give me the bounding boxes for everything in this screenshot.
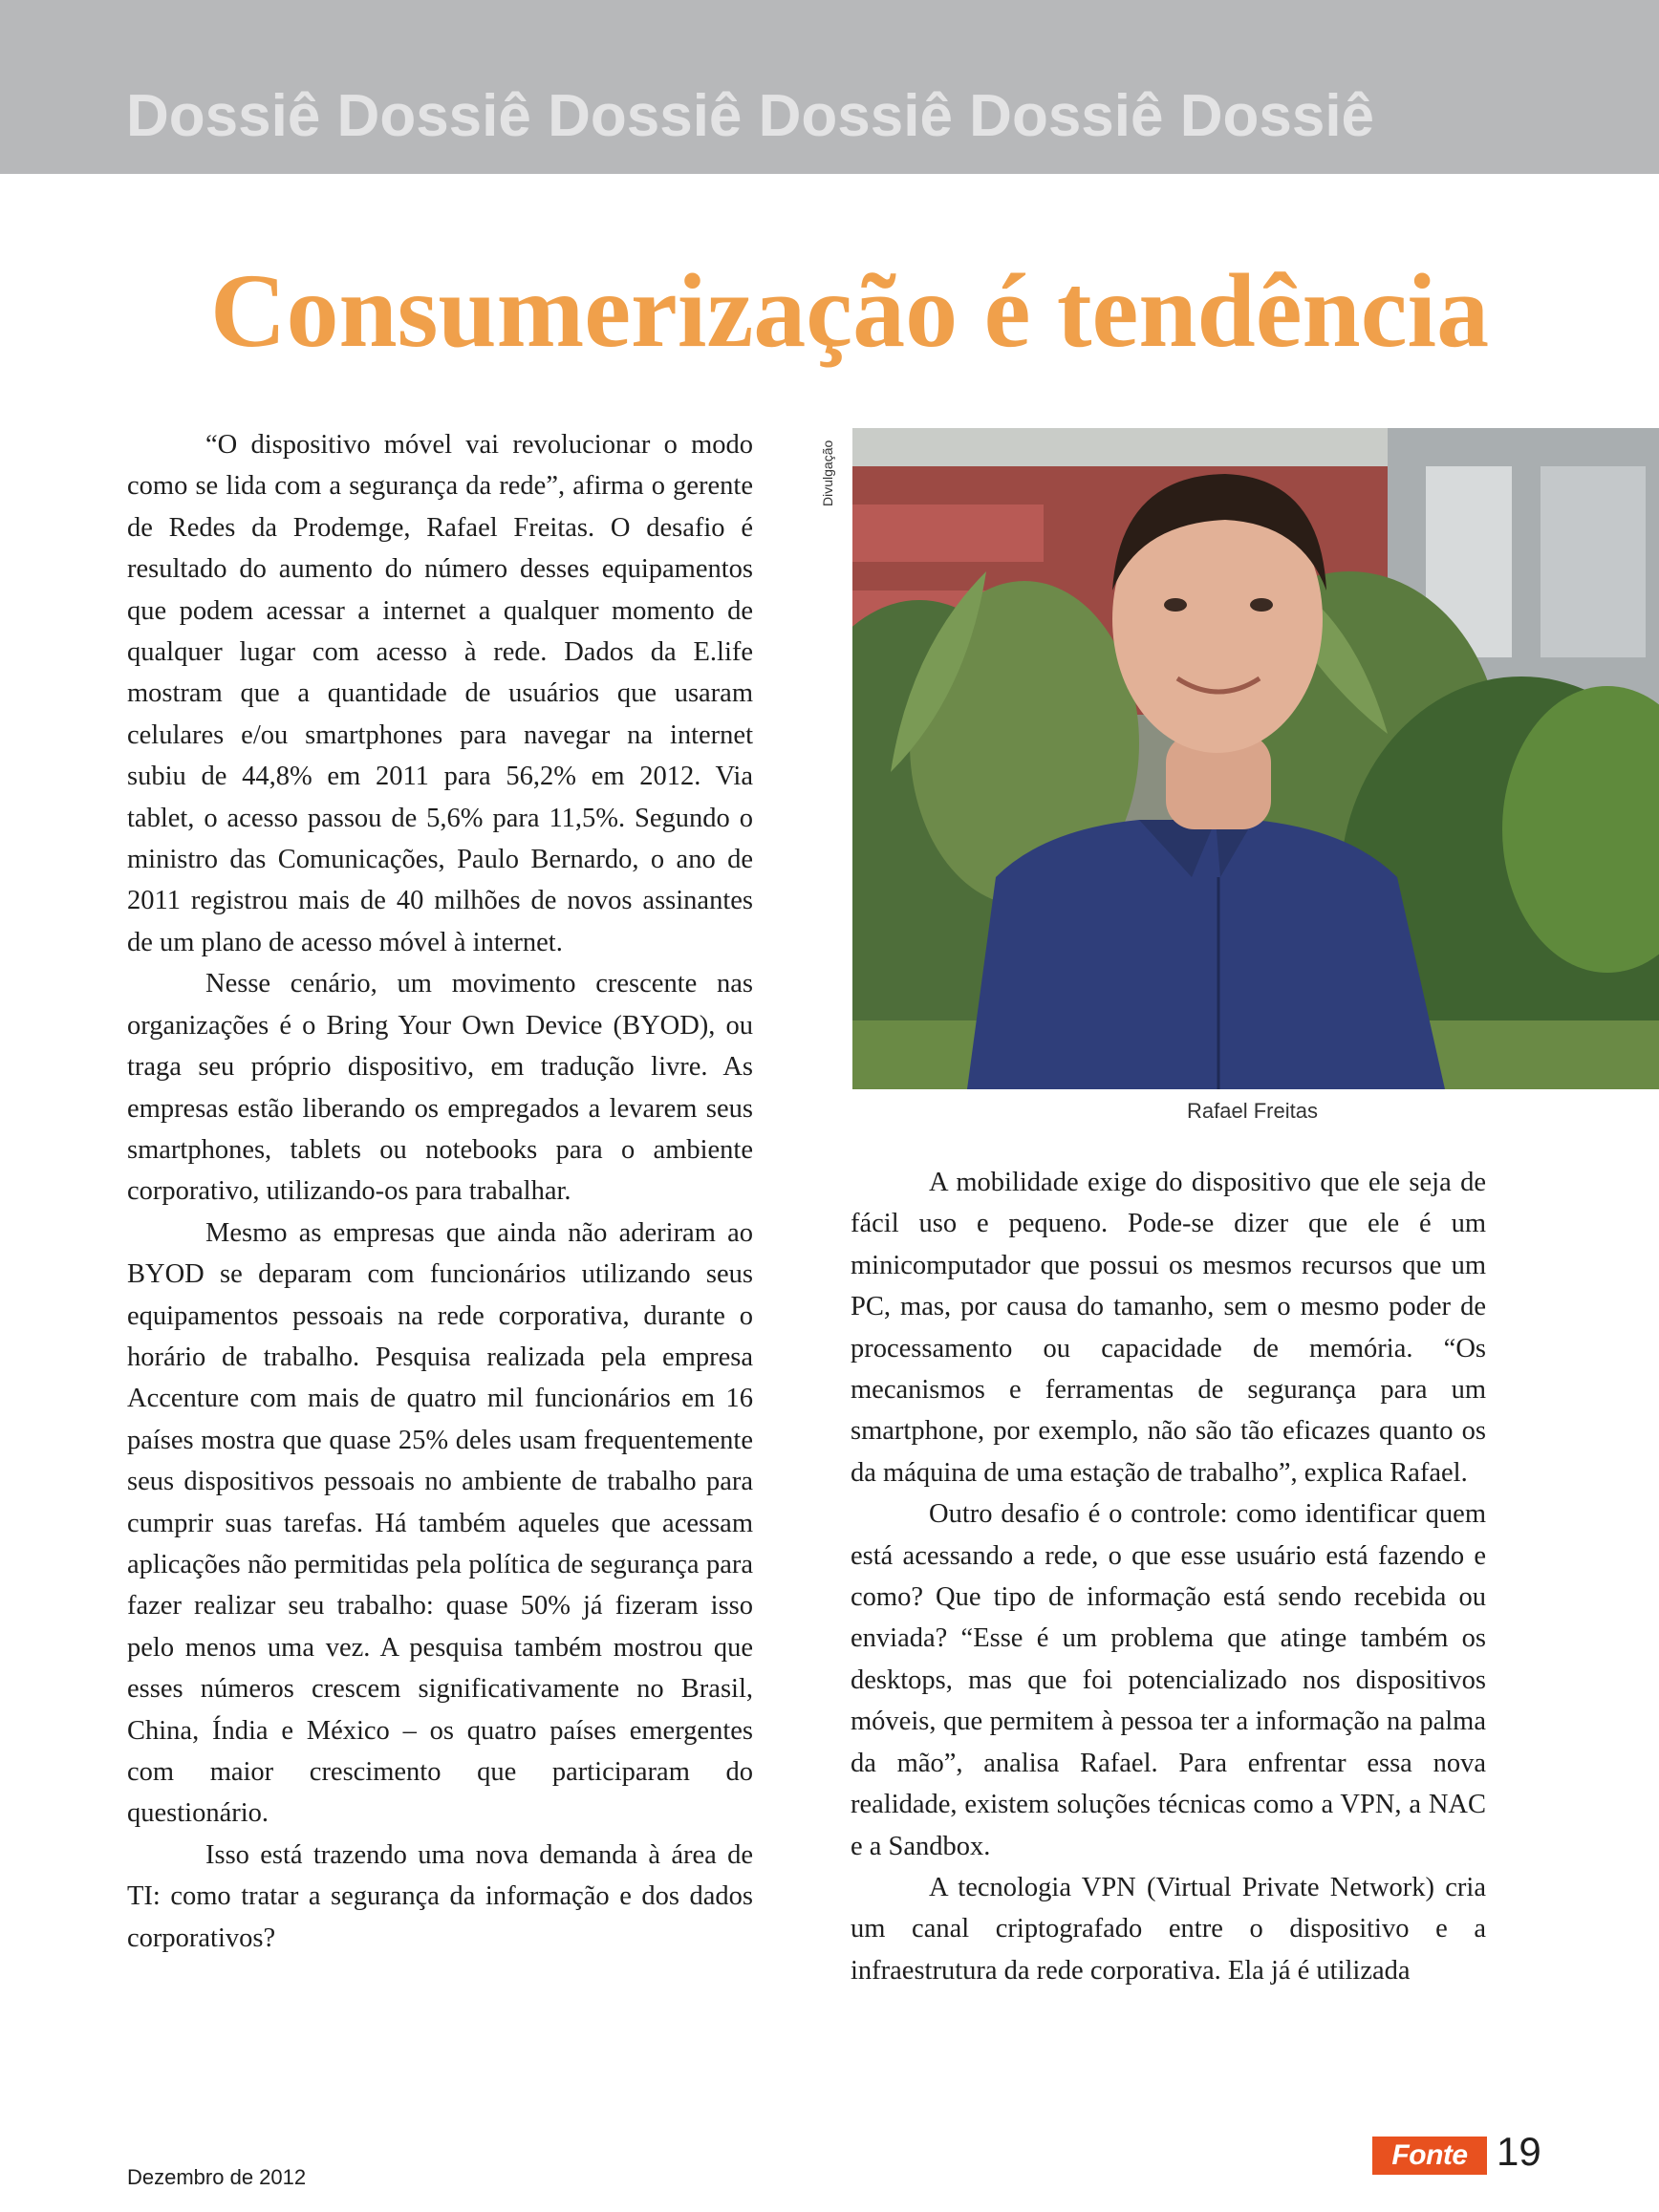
banner-text: Dossiê Dossiê Dossiê Dossiê Dossiê Dossiê	[126, 83, 1375, 149]
paragraph: Mesmo as empresas que ainda não aderiram ao BYOD se deparam com funcionários utilizando seus equipamentos pessoais na rede corporativa, durante o horário de trabalho. Pesquisa realizada pela empresa Accenture com mais de quatro mil funcionários em 16 países mostra que quase 25% deles usam frequentemente seus dispositivos pessoais no ambiente de trabalho para cumprir suas tarefas. Há também aqueles que acessam aplicações não permitidas pela política de segurança para fazer realizar seu trabalho: quase 50% já fizeram isso pelo menos uma vez. A pesquisa também mostrou que esses números crescem significativamente no Brasil, China, Índia e México – os quatro países emergentes com maior crescimento que participaram do questionário.	[127, 1217, 753, 1829]
article-column-right	[851, 1162, 1486, 1991]
portrait-illustration	[852, 428, 1659, 1089]
page-number: 19	[1497, 2129, 1541, 2174]
paragraph: A mobilidade exige do dispositivo que ele seja de fácil uso e pequeno. Pode-se dizer que ele é um minicomputador que possui os mesmos recursos que um PC, mas, por causa do tamanho, sem o mesmo poder de processamento ou capacidade de memória. “Os mecanismos e ferramentas de segurança para um smartphone, por exemplo, não são tão eficazes quanto os da máquina de uma estação de trabalho”, explica Rafael.	[851, 1168, 1486, 1488]
paragraph: “O dispositivo móvel vai revolucionar o modo como se lida com a segurança da rede”, afirma o gerente de Redes da Prodemge, Rafael Freitas. O desafio é resultado do aumento do número desses equipamentos que podem acessar a internet a qualquer momento de qualquer lugar com acesso à rede. Dados da E.life mostram que a quantidade de usuários que usaram celulares e/ou smartphones para navegar na internet subiu de 44,8% em 2011 para 56,2% em 2012. Via tablet, o acesso passou de 5,6% para 11,5%. Segundo o ministro das Comunicações, Paulo Bernardo, o ano de 2011 registrou mais de 40 milhões de novos assinantes de um plano de acesso móvel à internet.	[127, 430, 753, 957]
paragraph: Isso está trazendo uma nova demanda à área de TI: como tratar a segurança da informação e dos dados corporativos?	[127, 1839, 753, 1953]
photo-caption: Rafael Freitas	[1187, 1099, 1318, 1123]
article-column-left	[127, 424, 753, 1959]
paragraph: Nesse cenário, um movimento crescente nas organizações é o Bring Your Own Device (BYOD), ou traga seu próprio dispositivo, em tradução livre. As empresas estão liberando os empregados a levarem seus smartphones, tablets ou notebooks para o ambiente corporativo, utilizando-os para trabalhar.	[127, 969, 753, 1207]
footer-date: Dezembro de 2012	[127, 2165, 307, 2189]
article-title: Consumerização é tendência	[210, 252, 1490, 369]
magazine-logo: Fonte	[1372, 2137, 1487, 2175]
paragraph: Outro desafio é o controle: como identificar quem está acessando a rede, o que esse usuário está fazendo e como? Que tipo de informação está sendo recebida ou enviada? “Esse é um problema que atinge também os desktops, mas que foi potencializado nos dispositivos móveis, que permitem à pessoa ter a informação na palma da mão”, analisa Rafael. Para enfrentar essa nova realidade, existem soluções técnicas como a VPN, a NAC e a Sandbox.	[851, 1499, 1486, 1861]
photo-credit: Divulgação	[820, 440, 835, 506]
dossier-banner	[0, 0, 1659, 174]
portrait-photo	[852, 428, 1659, 1089]
paragraph: A tecnologia VPN (Virtual Private Network) cria um canal criptografado entre o dispositivo e a infraestrutura da rede corporativa. Ela já é utilizada	[851, 1872, 1486, 1986]
